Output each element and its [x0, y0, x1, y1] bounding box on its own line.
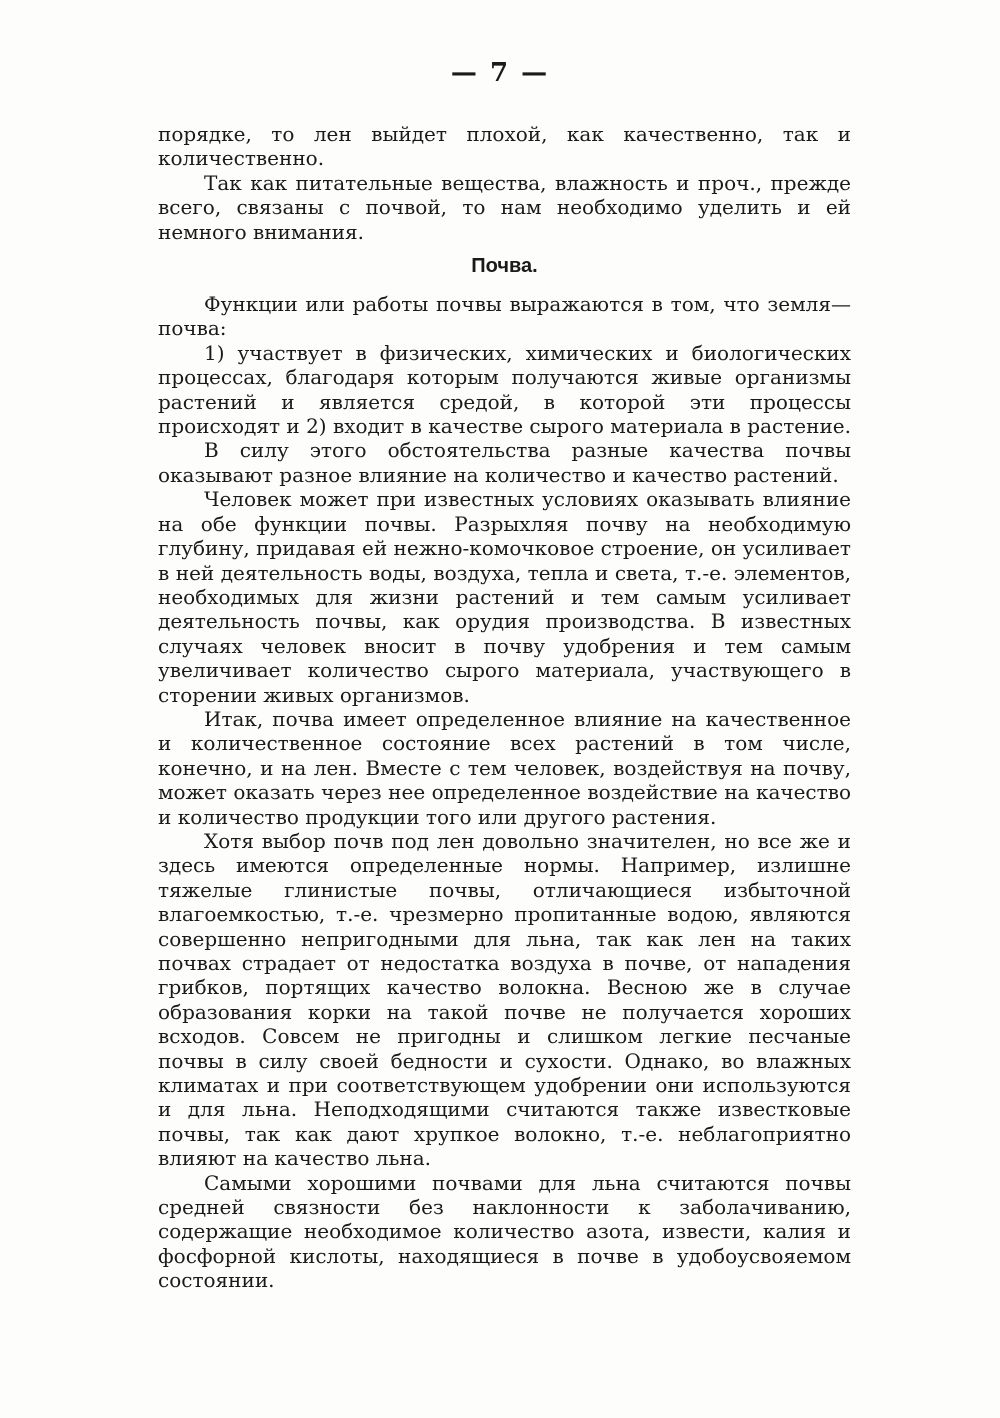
page-number: — 7 — — [450, 58, 550, 88]
paragraph: Человек может при известных условиях оказывать влияние на обе функции почвы. Разрыхляя почву на необходимую глубину, придавая ей нежно-комочковое строение, он усиливает в ней деятельность воды, воздуха, тепла и света, т.-е. элементов, необходимых для жизни растений и тем самым усиливает деятельность почвы, как орудия производства. В известных случаях человек вносит в почву удобрения и тем самым увеличивает количество сырого материала, участвующего в сторении живых организмов. — [158, 487, 851, 707]
paragraph: порядке, то лен выйдет плохой, как качественно, так и количественно. — [158, 122, 851, 171]
paragraph: 1) участвует в физических, химических и биологических процессах, благодаря которым получаются живые организмы растений и является средой, в которой эти процессы происходят и 2) входит в качестве сырого материала в растение. — [158, 340, 851, 439]
section-heading: Почва. — [471, 255, 538, 278]
paragraph: В силу этого обстоятельства разные качества почвы оказывают разное влияние на количество и качество растений. — [158, 438, 851, 487]
page-body — [158, 122, 851, 1293]
paragraph: Самыми хорошими почвами для льна считаются почвы средней связности без наклонности к заболачиванию, содержащие необходимое количество азота, извести, калия и фосфорной кислоты, находящиеся в почве в удобоусвояемом состоянии. — [158, 1170, 851, 1293]
paragraph: Итак, почва имеет определенное влияние на качественное и количественное состояние всех растений в том числе, конечно, и на лен. Вместе с тем человек, воздействуя на почву, может оказать через нее определенное воздействие на качество и количество продукции того или другого растения. — [158, 706, 851, 829]
paragraph: Функции или работы почвы выражаются в том, что земля—почва: — [158, 292, 851, 341]
paragraph: Хотя выбор почв под лен довольно значителен, но все же и здесь имеются определенные нормы. Например, излишне тяжелые глинистые почвы, отличающиеся избыточной влагоемкостью, т.-е. чрезмерно пропитанные водою, являются совершенно непригодными для льна, так как лен на таких почвах страдает от недостатка воздуха в почве, от нападения грибков, портящих качество волокна. Весною же в случае образования корки на такой почве не получается хороших всходов. Совсем не пригодны и слишком легкие песчаные почвы в силу своей бедности и сухости. Однако, во влажных климатах и при соответствующем удобрении они используются и для льна. Неподходящими считаются также известковые почвы, так как дают хрупкое волокно, т.-е. неблагоприятно влияют на качество льна. — [158, 828, 851, 1171]
paragraph: Так как питательные вещества, влажность и проч., прежде всего, связаны с почвой, то нам необходимо уделить и ей немного внимания. — [158, 170, 851, 244]
